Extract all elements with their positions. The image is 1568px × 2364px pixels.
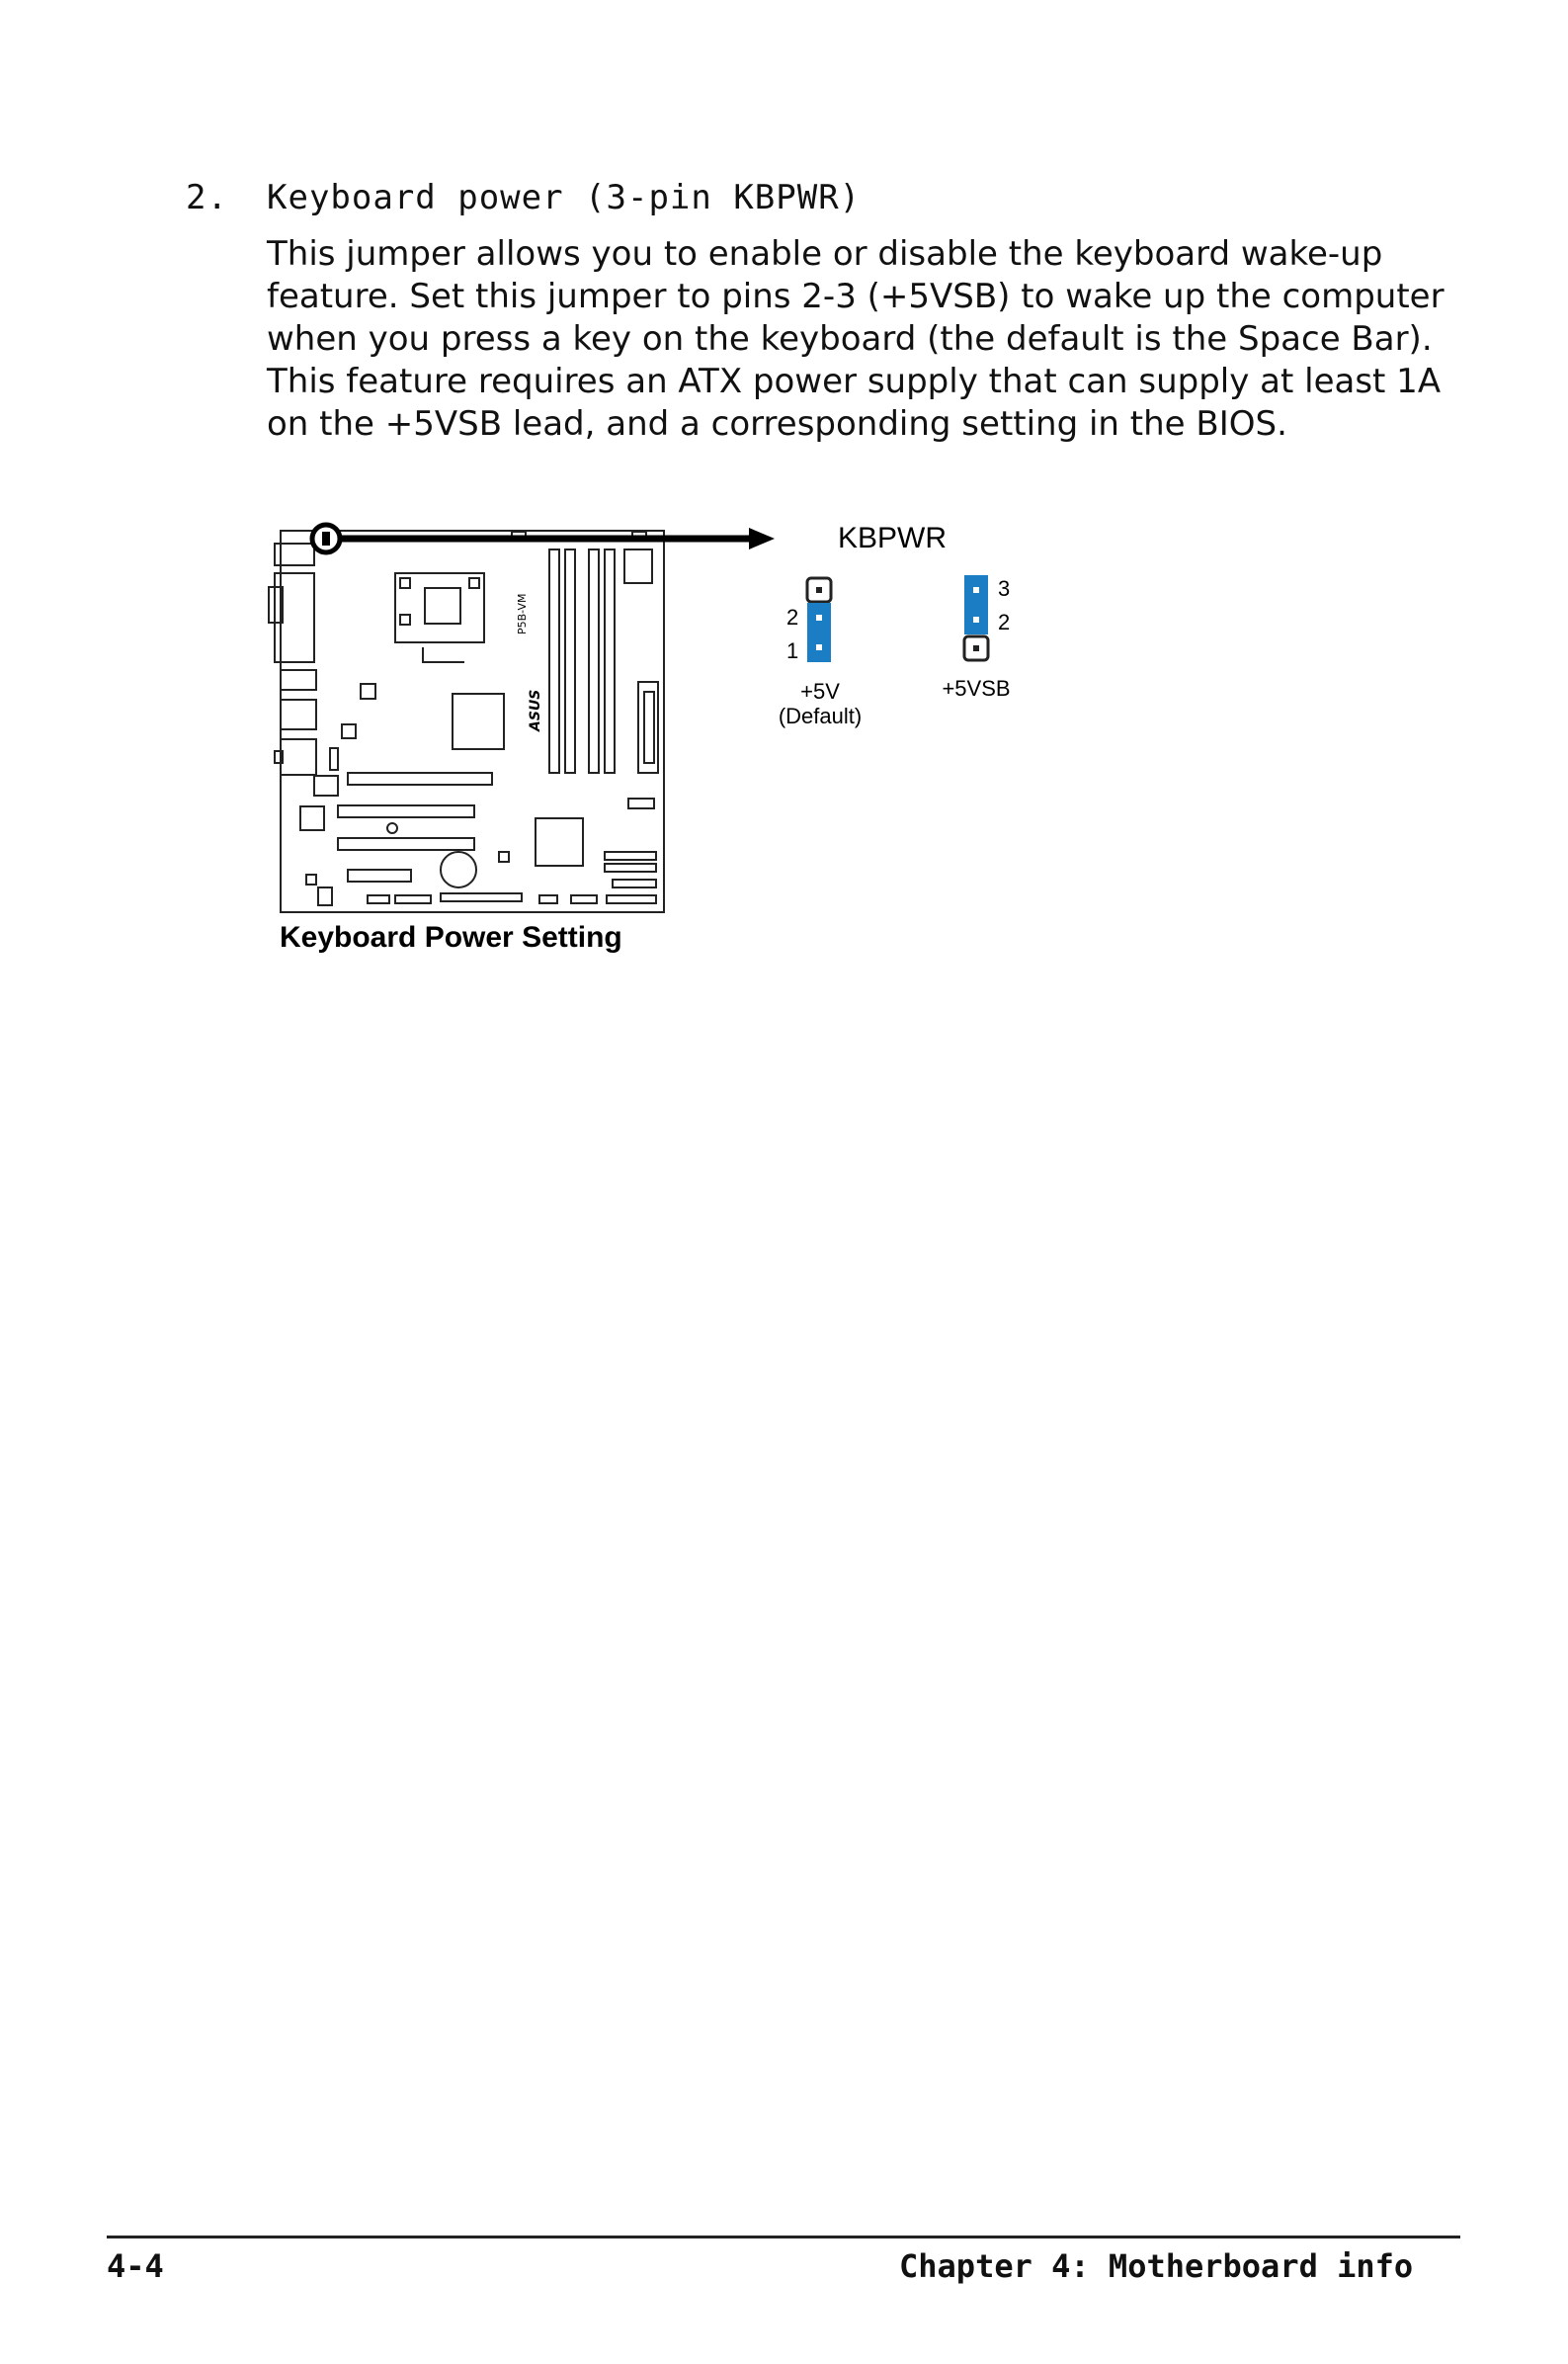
right-jumper-label: +5VSB [942, 676, 1011, 701]
cpu-corner [400, 615, 410, 625]
atx-power [624, 549, 652, 583]
northbridge-chip [453, 694, 504, 749]
pci-slot [348, 773, 492, 785]
header [539, 895, 557, 903]
dimm-slot [565, 549, 575, 773]
small-component [387, 823, 397, 833]
pin-dot [973, 617, 979, 623]
cpu-core [425, 588, 460, 624]
kbpwr-label: KBPWR [838, 522, 948, 554]
pci-slot [338, 805, 474, 817]
paragraph-line: This feature requires an ATX power supply that can supply at least 1A [267, 362, 1442, 401]
small-component [499, 852, 509, 862]
io-port [281, 700, 316, 729]
sata-connector [605, 864, 656, 872]
pci-slot [338, 838, 474, 850]
right-pin-bottom-label: 2 [998, 610, 1011, 634]
dimm-slot [549, 549, 559, 773]
dimm-slot [605, 549, 615, 773]
kbpwr-location-pin [322, 532, 330, 546]
dimm-slot [589, 549, 599, 773]
sata-connector [605, 852, 656, 860]
left-jumper-label: +5V [800, 679, 840, 704]
cpu-socket [395, 573, 484, 642]
ide-connector-inner [644, 692, 654, 763]
paragraph-line: feature. Set this jumper to pins 2-3 (+5VSB) to wake up the computer [267, 277, 1444, 316]
paragraph-line: This jumper allows you to enable or disable the keyboard wake-up [267, 234, 1383, 274]
cpu-corner [400, 578, 410, 588]
cpu-lever [423, 647, 464, 662]
io-port [281, 739, 316, 775]
paragraph-line: on the +5VSB lead, and a corresponding setting in the BIOS. [267, 404, 1287, 444]
header [368, 895, 389, 903]
small-component [342, 724, 356, 738]
right-pin-top-label: 3 [998, 576, 1011, 601]
pin-dot [973, 645, 979, 651]
footer-rule [107, 2236, 1460, 2238]
header [607, 895, 656, 903]
board-model-label: P5B-VM [516, 593, 529, 634]
small-component [314, 776, 338, 796]
pci-slot [348, 870, 411, 882]
small-component [330, 748, 338, 770]
pin-dot [973, 587, 979, 593]
header [395, 895, 431, 903]
pin-dot [816, 644, 822, 650]
figure-caption: Keyboard Power Setting [280, 921, 622, 954]
jumper-cap [807, 603, 831, 662]
header [571, 895, 597, 903]
header [441, 893, 522, 901]
motherboard-diagram [269, 531, 664, 912]
left-pin-top-label: 2 [786, 605, 799, 630]
small-component [306, 875, 316, 885]
left-pin-bottom-label: 1 [786, 638, 799, 663]
pin-dot [816, 587, 822, 593]
section-number: 2. [186, 178, 228, 217]
keyboard-power-figure [0, 0, 1568, 988]
small-component [613, 880, 656, 887]
page-number: 4-4 [107, 2247, 164, 2285]
southbridge-chip [536, 818, 583, 866]
pointer-arrowhead [749, 528, 775, 549]
small-component [318, 887, 332, 905]
jumper-left [779, 578, 862, 728]
section-title: Keyboard power (3-pin KBPWR) [267, 178, 862, 217]
small-component [300, 806, 324, 830]
io-port [281, 670, 316, 690]
small-component [361, 684, 375, 699]
paragraph-line: when you press a key on the keyboard (the default is the Space Bar). [267, 319, 1433, 359]
board-brand-logo: ASUS [528, 689, 543, 731]
small-component [628, 799, 654, 808]
battery [441, 852, 476, 887]
cpu-corner [469, 578, 479, 588]
jumper-cap [964, 575, 988, 634]
chapter-title: Chapter 4: Motherboard info [899, 2247, 1414, 2285]
pin-dot [816, 615, 822, 621]
left-jumper-sublabel: (Default) [778, 704, 863, 728]
jumper-right [942, 575, 1010, 701]
